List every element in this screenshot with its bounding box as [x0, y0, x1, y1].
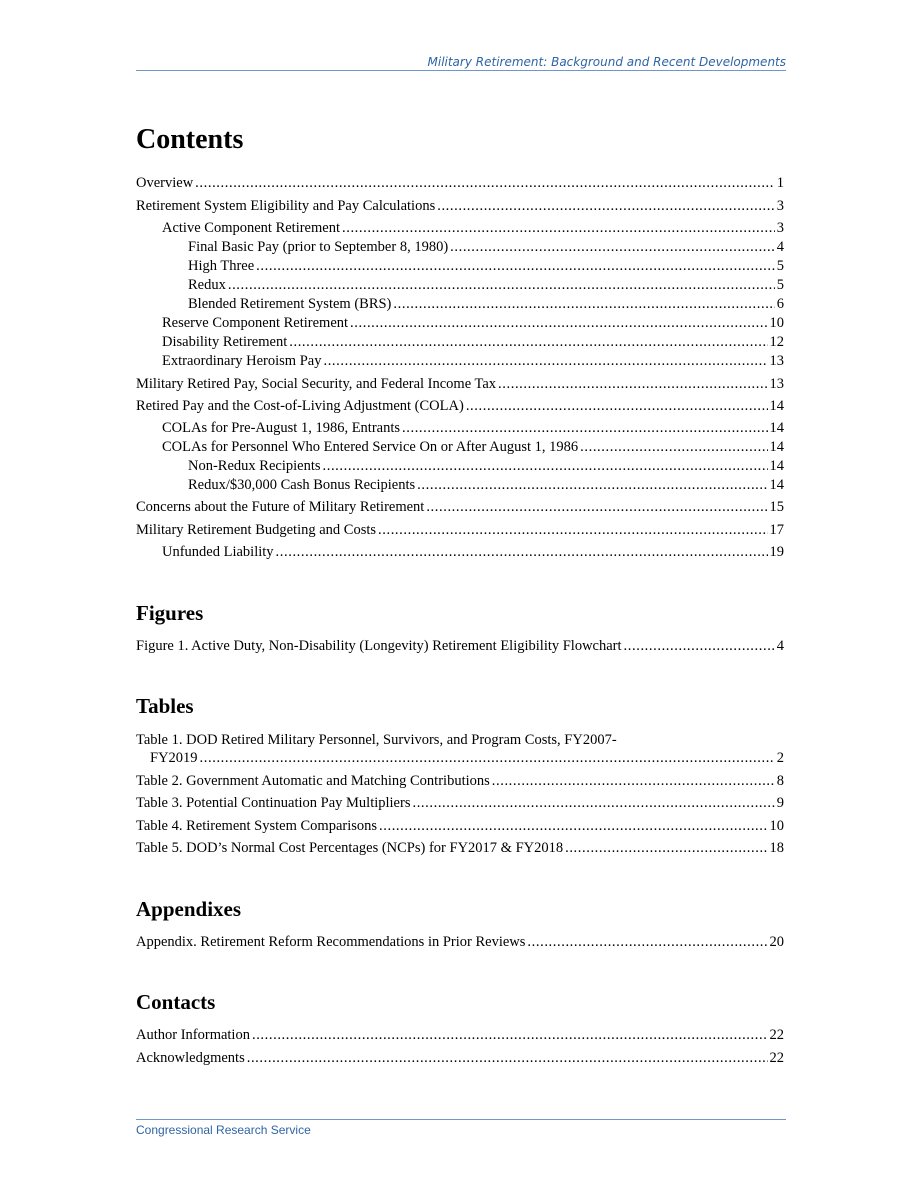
- leader-dots: [276, 543, 768, 561]
- table-entry-page: 10: [769, 818, 784, 834]
- toc-entry-label: Disability Retirement: [162, 334, 288, 350]
- running-footer: Congressional Research Service: [136, 1123, 311, 1137]
- toc-entry-label: Active Component Retirement: [162, 220, 340, 236]
- toc-entry[interactable]: [136, 295, 784, 313]
- toc-entry-page: 14: [769, 458, 784, 474]
- contact-entry[interactable]: [136, 1026, 784, 1044]
- leader-dots: [580, 438, 767, 456]
- leader-dots: [417, 476, 767, 494]
- toc-entry-label: Reserve Component Retirement: [162, 315, 349, 331]
- toc-entry[interactable]: [136, 521, 784, 539]
- toc-entry-page: 5: [776, 258, 784, 274]
- leader-dots: [200, 749, 775, 767]
- toc-entry-label: Extraordinary Heroism Pay: [162, 353, 322, 369]
- table-entry-label: Table 5. DOD’s Normal Cost Percentages (NCPs) for FY2017 & FY2018: [136, 840, 564, 856]
- toc-entry[interactable]: [136, 375, 784, 393]
- toc-entry[interactable]: [136, 419, 784, 437]
- toc-entry-page: 5: [776, 277, 784, 293]
- toc-entry-page: 13: [769, 353, 784, 369]
- toc-entry-page: 15: [769, 499, 784, 515]
- table-entry-page: 9: [776, 795, 784, 811]
- toc-entry-page: 14: [769, 439, 784, 455]
- toc-entry[interactable]: [136, 276, 784, 294]
- toc-entry-label: Redux: [188, 277, 226, 293]
- table-entry-page: 2: [776, 750, 784, 766]
- toc-entry[interactable]: [136, 238, 784, 256]
- leader-dots: [228, 276, 775, 294]
- toc-entry-label: Non-Redux Recipients: [188, 458, 321, 474]
- table-entry-page: 8: [776, 773, 784, 789]
- leader-dots: [450, 238, 775, 256]
- appendixes-heading: Appendixes: [136, 897, 242, 921]
- toc-entry[interactable]: [136, 438, 784, 456]
- leader-dots: [402, 419, 767, 437]
- appendix-entry-label: Appendix. Retirement Reform Recommendations in Prior Reviews: [136, 934, 526, 950]
- toc-entry[interactable]: [136, 174, 784, 192]
- toc-entry-page: 4: [776, 239, 784, 255]
- appendix-entry[interactable]: [136, 933, 784, 951]
- leader-dots: [342, 219, 775, 237]
- leader-dots: [378, 521, 767, 539]
- figure-entry[interactable]: [136, 637, 784, 655]
- contents-heading: Contents: [136, 124, 244, 155]
- figure-entry-label: Figure 1. Active Duty, Non-Disability (Longevity) Retirement Eligibility Flowchart: [136, 638, 622, 654]
- table-entry-label: Table 2. Government Automatic and Matching Contributions: [136, 773, 490, 789]
- toc-entry-page: 14: [769, 420, 784, 436]
- toc-entry-page: 10: [769, 315, 784, 331]
- leader-dots: [498, 375, 767, 393]
- footer-divider: [136, 1119, 786, 1120]
- contact-entry-page: 22: [769, 1050, 784, 1066]
- table-entry[interactable]: [136, 839, 784, 857]
- leader-dots: [195, 174, 775, 192]
- toc-entry-page: 6: [776, 296, 784, 312]
- leader-dots: [256, 257, 775, 275]
- leader-dots: [247, 1049, 768, 1067]
- leader-dots: [323, 352, 767, 370]
- toc-entry-label: Final Basic Pay (prior to September 8, 1980): [188, 239, 449, 255]
- toc-entry-label: Overview: [136, 175, 194, 191]
- table-entry-label: Table 3. Potential Continuation Pay Multipliers: [136, 795, 411, 811]
- toc-entry-label: Military Retired Pay, Social Security, and Federal Income Tax: [136, 376, 497, 392]
- toc-entry-label: Blended Retirement System (BRS): [188, 296, 392, 312]
- table-entry-label: FY2019: [150, 750, 198, 766]
- leader-dots: [379, 817, 767, 835]
- tables-heading: Tables: [136, 694, 194, 718]
- toc-entry[interactable]: [136, 397, 784, 415]
- toc-entry-label: Military Retirement Budgeting and Costs: [136, 522, 377, 538]
- toc-entry-page: 12: [769, 334, 784, 350]
- leader-dots: [527, 933, 767, 951]
- leader-dots: [426, 498, 767, 516]
- toc-entry[interactable]: [136, 333, 784, 351]
- toc-entry-page: 3: [776, 198, 784, 214]
- toc-entry[interactable]: [136, 314, 784, 332]
- leader-dots: [350, 314, 767, 332]
- toc-entry-label: Retired Pay and the Cost-of-Living Adjustment (COLA): [136, 398, 464, 414]
- figure-entry-page: 4: [776, 638, 784, 654]
- toc-entry[interactable]: [136, 543, 784, 561]
- toc-entry-page: 14: [769, 398, 784, 414]
- leader-dots: [437, 197, 775, 215]
- table-entry-line1[interactable]: Table 1. DOD Retired Military Personnel, Survivors, and Program Costs, FY2007-: [136, 732, 617, 748]
- toc-entry-label: Concerns about the Future of Military Retirement: [136, 499, 425, 515]
- toc-entry[interactable]: [136, 197, 784, 215]
- toc-entry[interactable]: [136, 219, 784, 237]
- leader-dots: [466, 397, 768, 415]
- toc-entry-page: 13: [769, 376, 784, 392]
- toc-entry-page: 17: [769, 522, 784, 538]
- contacts-heading: Contacts: [136, 990, 216, 1014]
- toc-entry-label: Unfunded Liability: [162, 544, 274, 560]
- contact-entry-label: Author Information: [136, 1027, 250, 1043]
- toc-entry-label: Retirement System Eligibility and Pay Calculations: [136, 198, 436, 214]
- table-entry[interactable]: [136, 772, 784, 790]
- toc-entry-label: Redux/$30,000 Cash Bonus Recipients: [188, 477, 416, 493]
- figures-heading: Figures: [136, 601, 204, 625]
- toc-entry-label: COLAs for Personnel Who Entered Service On or After August 1, 1986: [162, 439, 579, 455]
- leader-dots: [289, 333, 767, 351]
- leader-dots: [412, 794, 774, 812]
- table-entry[interactable]: [136, 749, 784, 767]
- toc-entry-page: 14: [769, 477, 784, 493]
- appendix-entry-page: 20: [769, 934, 784, 950]
- leader-dots: [492, 772, 775, 790]
- running-header: Military Retirement: Background and Recent Developments: [427, 55, 786, 69]
- table-entry-page: 18: [769, 840, 784, 856]
- toc-entry-page: 3: [776, 220, 784, 236]
- table-entry-label: Table 4. Retirement System Comparisons: [136, 818, 378, 834]
- toc-entry-page: 1: [776, 175, 784, 191]
- leader-dots: [624, 637, 775, 655]
- table-entry[interactable]: [136, 794, 784, 812]
- leader-dots: [393, 295, 774, 313]
- contact-entry-page: 22: [769, 1027, 784, 1043]
- toc-entry[interactable]: [136, 352, 784, 370]
- toc-entry[interactable]: [136, 257, 784, 275]
- leader-dots: [323, 457, 768, 475]
- toc-entry-page: 19: [769, 544, 784, 560]
- toc-entry[interactable]: [136, 498, 784, 516]
- leader-dots: [252, 1026, 768, 1044]
- contact-entry-label: Acknowledgments: [136, 1050, 245, 1066]
- toc-entry-label: COLAs for Pre-August 1, 1986, Entrants: [162, 420, 401, 436]
- leader-dots: [565, 839, 767, 857]
- header-divider: [136, 70, 786, 71]
- table-entry[interactable]: [136, 817, 784, 835]
- contact-entry[interactable]: [136, 1049, 784, 1067]
- toc-entry[interactable]: [136, 457, 784, 475]
- toc-entry[interactable]: [136, 476, 784, 494]
- toc-entry-label: High Three: [188, 258, 255, 274]
